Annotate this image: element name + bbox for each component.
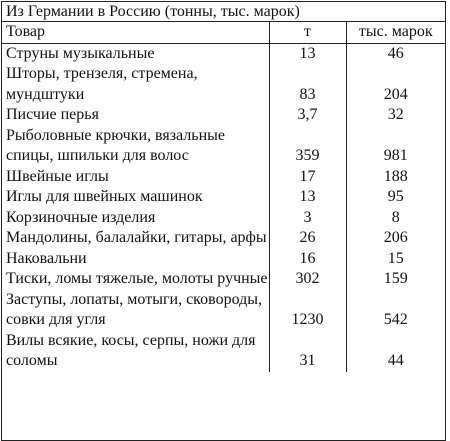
goods-name: Струны музыкальные bbox=[6, 44, 155, 62]
table-row bbox=[2, 43, 445, 64]
goods-name: Швейные иглы bbox=[6, 167, 109, 185]
marks-value: 46 bbox=[346, 43, 445, 64]
trade-table bbox=[1, 1, 446, 441]
header-goods: Товар bbox=[2, 22, 269, 43]
marks-value: 8 bbox=[346, 208, 445, 229]
table-row bbox=[2, 64, 445, 105]
goods-name: Заступы, лопаты, мотыги, сковороды, совки для угля bbox=[6, 290, 263, 328]
table-row bbox=[2, 126, 445, 167]
table-row bbox=[2, 167, 445, 188]
table-row bbox=[2, 208, 445, 229]
tons-value: 31 bbox=[269, 331, 346, 372]
tons-value: 359 bbox=[269, 126, 346, 167]
tons-value: 302 bbox=[269, 269, 346, 290]
tons-value: 3 bbox=[269, 208, 346, 229]
goods-name: Писчие перья bbox=[6, 106, 99, 123]
goods-table bbox=[2, 22, 445, 372]
tons-value: 16 bbox=[269, 249, 346, 270]
goods-name: Шторы, трензеля, стремена, мундштуки bbox=[6, 65, 198, 103]
tons-value: 17 bbox=[269, 167, 346, 188]
marks-value: 44 bbox=[346, 331, 445, 372]
table-row bbox=[2, 331, 445, 372]
table-row bbox=[2, 187, 445, 208]
table-row bbox=[2, 105, 445, 126]
goods-name: Корзиночные изделия bbox=[6, 208, 156, 226]
marks-value: 15 bbox=[346, 249, 445, 270]
tons-value: 3,7 bbox=[269, 105, 346, 126]
tons-value: 13 bbox=[269, 43, 346, 64]
marks-value: 159 bbox=[346, 269, 445, 290]
table-row bbox=[2, 290, 445, 331]
tons-value: 26 bbox=[269, 228, 346, 249]
tons-value: 1230 bbox=[269, 290, 346, 331]
header-row bbox=[2, 22, 445, 43]
table-caption: Из Германии в Россию (тонны, тыс. марок) bbox=[2, 2, 445, 22]
tons-value: 83 bbox=[269, 64, 346, 105]
goods-name: Мандолины, балалайки, гитары, арфы bbox=[6, 229, 267, 246]
marks-value: 542 bbox=[346, 290, 445, 331]
marks-value: 981 bbox=[346, 126, 445, 167]
goods-name: Рыболовные крючки, вязальные спицы, шпильки для волос bbox=[6, 126, 225, 164]
marks-value: 206 bbox=[346, 228, 445, 249]
marks-value: 204 bbox=[346, 64, 445, 105]
table-row bbox=[2, 228, 445, 249]
table-row bbox=[2, 249, 445, 270]
goods-name: Тиски, ломы тяжелые, молоты ручные bbox=[6, 270, 268, 287]
goods-name: Иглы для швейных машинок bbox=[6, 188, 203, 205]
marks-value: 95 bbox=[346, 187, 445, 208]
header-tons: т bbox=[269, 22, 346, 43]
marks-value: 188 bbox=[346, 167, 445, 188]
tons-value: 13 bbox=[269, 187, 346, 208]
goods-name: Вилы всякие, косы, серпы, ножи для соломы bbox=[6, 331, 256, 369]
goods-name: Наковальни bbox=[6, 249, 87, 267]
table-row bbox=[2, 269, 445, 290]
marks-value: 32 bbox=[346, 105, 445, 126]
header-marks: тыс. марок bbox=[346, 22, 445, 43]
